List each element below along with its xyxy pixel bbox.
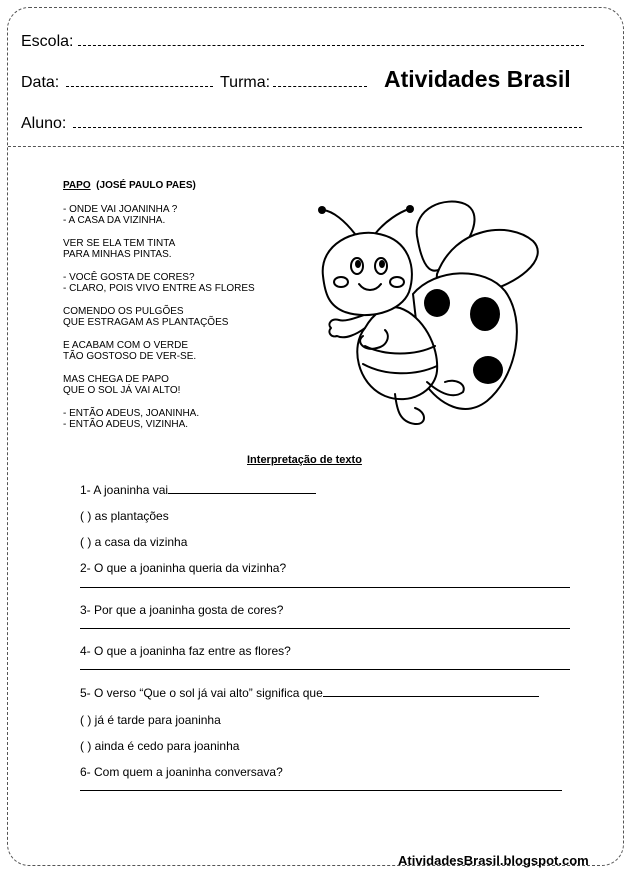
- worksheet-frame: [7, 7, 624, 866]
- poem-line: TÃO GOSTOSO DE VER-SE.: [63, 351, 197, 362]
- question-1-blank[interactable]: [168, 483, 316, 494]
- school-field[interactable]: [78, 45, 584, 46]
- question-5: [80, 686, 539, 700]
- answer-line-4[interactable]: [80, 669, 570, 670]
- poem-line: COMENDO OS PULGÕES: [63, 306, 184, 317]
- poem-line: - ENTÃO ADEUS, JOANINHA.: [63, 408, 200, 419]
- brand-title: Atividades Brasil: [384, 66, 571, 92]
- poem-title: [63, 180, 196, 191]
- poem-line: VER SE ELA TEM TINTA: [63, 238, 176, 249]
- poem-line: QUE ESTRAGAM AS PLANTAÇÕES: [63, 317, 229, 328]
- question-1-option-1[interactable]: ( ) as plantações: [80, 509, 169, 523]
- footer-site: AtividadesBrasil.blogspot.com: [398, 853, 589, 868]
- poem-line: - CLARO, POIS VIVO ENTRE AS FLORES: [63, 283, 255, 294]
- question-6: 6- Com quem a joaninha conversava?: [80, 765, 283, 779]
- question-2: 2- O que a joaninha queria da vizinha?: [80, 561, 287, 575]
- poem-line: - A CASA DA VIZINHA.: [63, 215, 166, 226]
- question-5-text: 5- O verso “Que o sol já vai alto” significa que: [80, 686, 323, 700]
- poem-line: E ACABAM COM O VERDE: [63, 340, 189, 351]
- question-3: 3- Por que a joaninha gosta de cores?: [80, 603, 284, 617]
- poem-line: PARA MINHAS PINTAS.: [63, 249, 172, 260]
- poem-line: - ENTÃO ADEUS, VIZINHA.: [63, 419, 189, 430]
- answer-line-3[interactable]: [80, 628, 570, 629]
- date-field[interactable]: [66, 86, 213, 87]
- poem-title-text: PAPO: [63, 180, 91, 191]
- question-5-blank[interactable]: [323, 686, 539, 697]
- poem-line: MAS CHEGA DE PAPO: [63, 374, 169, 385]
- poem-line: - VOCÊ GOSTA DE CORES?: [63, 272, 195, 283]
- answer-line-6[interactable]: [80, 790, 562, 791]
- header-divider: [8, 146, 624, 147]
- student-field[interactable]: [73, 127, 582, 128]
- question-4: 4- O que a joaninha faz entre as flores?: [80, 644, 291, 658]
- question-5-option-1[interactable]: ( ) já é tarde para joaninha: [80, 713, 221, 727]
- question-1-option-2[interactable]: ( ) a casa da vizinha: [80, 535, 188, 549]
- section-title: Interpretação de texto: [247, 454, 362, 466]
- ladybug-icon: [305, 196, 548, 434]
- answer-line-2[interactable]: [80, 587, 570, 588]
- date-label: Data:: [21, 74, 60, 91]
- poem-line: QUE O SOL JÁ VAI ALTO!: [63, 385, 181, 396]
- school-label: Escola:: [21, 33, 74, 50]
- poem-line: - ONDE VAI JOANINHA ?: [63, 204, 178, 215]
- question-5-option-2[interactable]: ( ) ainda é cedo para joaninha: [80, 739, 240, 753]
- class-label: Turma:: [220, 74, 271, 91]
- poem-author: (JOSÉ PAULO PAES): [96, 180, 196, 191]
- question-1: [80, 483, 316, 497]
- class-field[interactable]: [273, 86, 367, 87]
- student-label: Aluno:: [21, 115, 67, 132]
- question-1-text: 1- A joaninha vai: [80, 483, 169, 497]
